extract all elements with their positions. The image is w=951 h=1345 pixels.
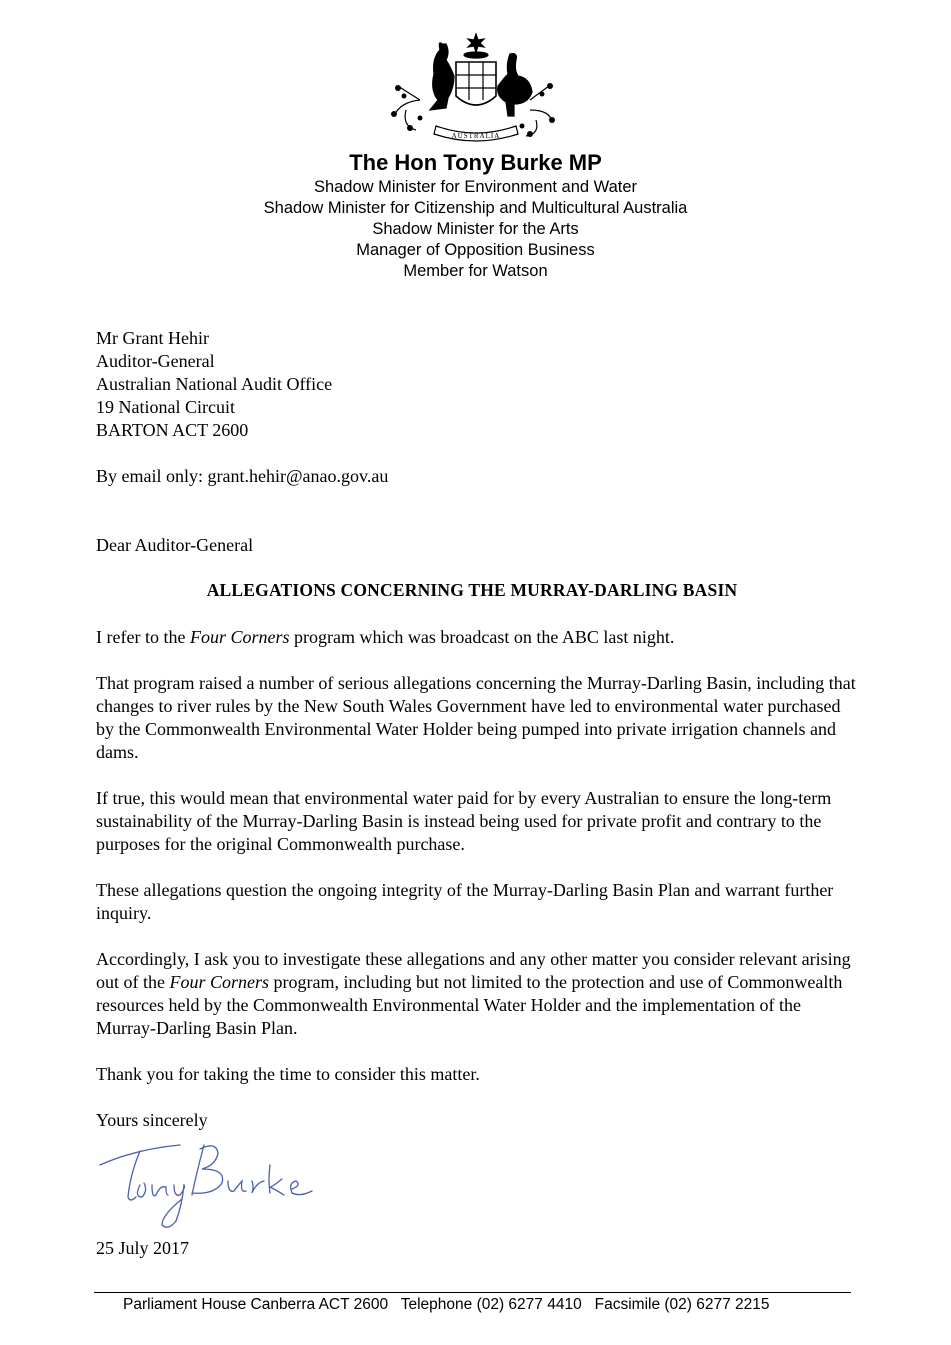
sender-roles: [0, 177, 951, 282]
letter-date: 25 July 2017: [96, 1238, 190, 1258]
coat-of-arms-crest: [380, 30, 560, 150]
paragraph-1: [96, 626, 856, 649]
sender-role-line: Member for Watson: [403, 262, 548, 280]
paragraph-text: program which was broadcast on the ABC last night.: [289, 627, 675, 647]
sender-role-line: Shadow Minister for the Arts: [372, 220, 579, 238]
sender-role-line: Shadow Minister for Citizenship and Multicultural Australia: [263, 199, 688, 217]
footer-divider: [94, 1292, 851, 1293]
paragraph-5: [96, 948, 856, 1040]
handwritten-signature: [96, 1135, 326, 1235]
address-line: BARTON ACT 2600: [96, 420, 249, 440]
program-title: Four Corners: [169, 972, 270, 992]
paragraph-text: Accordingly, I ask you to investigate these allegations and any other matter you consider relevant arising out of the: [96, 949, 851, 992]
paragraph-6: Thank you for taking the time to consider this matter.: [96, 1064, 480, 1084]
emu-figure: [498, 54, 532, 116]
paragraph-text: I refer to the: [96, 627, 190, 647]
address-line: Mr Grant Hehir: [96, 328, 209, 348]
sender-role-line: Shadow Minister for Environment and Water: [313, 178, 638, 196]
paragraph-text: program, including but not limited to the protection and use of Commonwealth resources held by the Commonwealth Environmental Water Holder and the implementation of the Murray-Darling Basin Plan.: [96, 972, 843, 1038]
footer-contact: Parliament House Canberra ACT 2600 Telephone (02) 6277 4410 Facsimile (02) 6277 2215: [123, 1296, 770, 1313]
star-icon: [468, 34, 484, 52]
recipient-address: [96, 327, 856, 442]
sender-role-line: Manager of Opposition Business: [356, 241, 595, 259]
address-line: Australian National Audit Office: [96, 374, 333, 394]
paragraph-4: These allegations question the ongoing integrity of the Murray-Darling Basin Plan and warrant further inquiry.: [96, 880, 834, 923]
address-line: 19 National Circuit: [96, 397, 235, 417]
paragraph-2: That program raised a number of serious allegations concerning the Murray-Darling Basin, including that changes to river rules by the New South Wales Government have led to environmental water purchased by the Commonwealth Environmental Water Holder being pumped into private irrigation channels and dams.: [96, 673, 856, 762]
letter-heading: ALLEGATIONS CONCERNING THE MURRAY-DARLING BASIN: [206, 580, 738, 600]
email-line: By email only: grant.hehir@anao.gov.au: [96, 466, 389, 486]
crest-banner-text: AUSTRALIA: [451, 132, 501, 140]
kangaroo-figure: [430, 43, 454, 110]
salutation: Dear Auditor-General: [96, 535, 254, 555]
closing: Yours sincerely: [96, 1110, 208, 1130]
program-title: Four Corners: [189, 627, 290, 647]
address-line: Auditor-General: [96, 351, 215, 371]
paragraph-3: If true, this would mean that environmental water paid for by every Australian to ensure the long-term sustainability of the Murray-Darling Basin is instead being used for private profit and contrary to the purposes for the original Commonwealth purchase.: [96, 788, 832, 854]
sender-name: The Hon Tony Burke MP: [349, 150, 602, 175]
